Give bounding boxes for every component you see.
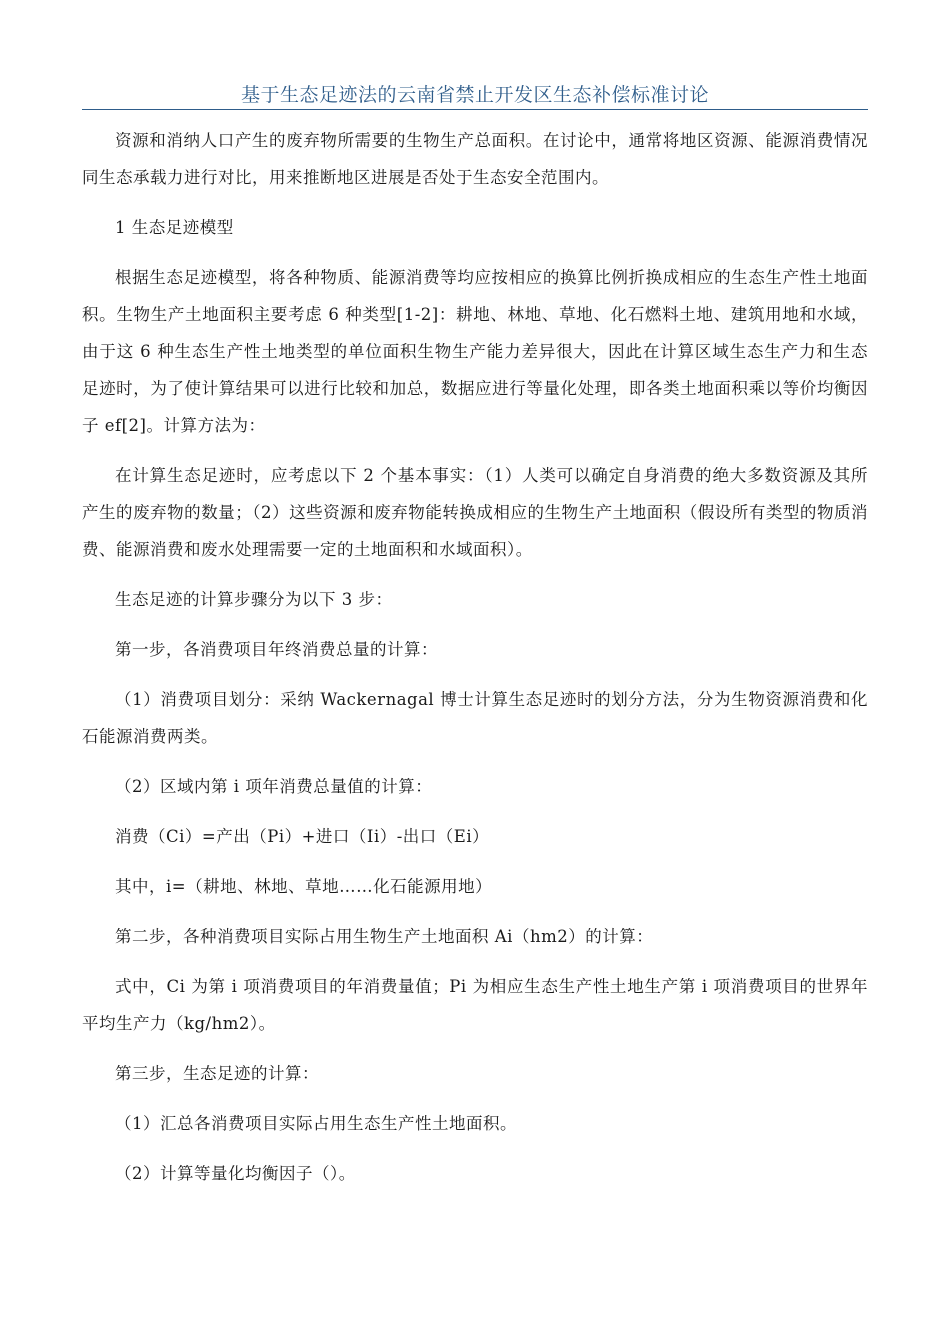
paragraph-basic-facts: 在计算生态足迹时，应考虑以下 2 个基本事实：（1）人类可以确定自身消费的绝大多数资源及其所产生的废弃物的数量；（2）这些资源和废弃物能转换成相应的生物生产土地面积（假设所有类型的物质消费、能源消费和废水处理需要一定的土地面积和水域面积）。	[82, 466, 868, 559]
running-header-title: 基于生态足迹法的云南省禁止开发区生态补偿标准讨论	[240, 84, 709, 106]
paragraph-steps-intro: 生态足迹的计算步骤分为以下 3 步：	[115, 590, 393, 609]
header-divider	[82, 109, 868, 110]
paragraph-model-description: 根据生态足迹模型，将各种物质、能源消费等均应按相应的换算比例折换成相应的生态生产性土地面积。生物生产土地面积主要考虑 6 种类型[1-2]：耕地、林地、草地、化石燃料土地、建筑用地和水域，由于这 6 种生态生产性土地类型的单位面积生物生产能力差异很大，因此在计算区域生态生产力和生态足迹时，为了使计算结果可以进行比较和加总，数据应进行等量化处理，即各类土地面积乘以等价均衡因子 ef[2]。计算方法为：	[82, 268, 868, 435]
paragraph-step-one: 第一步，各消费项目年终消费总量的计算：	[115, 640, 438, 659]
paragraph-formula-explanation: 式中，Ci 为第 i 项消费项目的年消费量值；Pi 为相应生态生产性土地生产第 i 项消费项目的世界年平均生产力（kg/hm2）。	[82, 977, 868, 1033]
paragraph-total-consumption: （2）区域内第 i 项年消费总量值的计算：	[115, 777, 433, 796]
paragraph-equivalence-factor: （2）计算等量化均衡因子（）。	[115, 1164, 356, 1183]
formula-consumption: 消费（Ci）=产出（Pi）+进口（Ii）-出口（Ei）	[115, 827, 490, 846]
paragraph-where-i: 其中，i=（耕地、林地、草地……化石能源用地）	[115, 877, 493, 896]
paragraph-intro-continued: 资源和消纳人口产生的废弃物所需要的生物生产总面积。在讨论中，通常将地区资源、能源消费情况同生态承载力进行对比，用来推断地区进展是否处于生态安全范围内。	[82, 131, 868, 187]
paragraph-item-division: （1）消费项目划分：采纳 Wackernagal 博士计算生态足迹时的划分方法，分为生物资源消费和化石能源消费两类。	[82, 690, 868, 746]
paragraph-step-two: 第二步，各种消费项目实际占用生物生产土地面积 Ai（hm2）的计算：	[115, 927, 654, 946]
document-body	[82, 122, 868, 1192]
paragraph-step-three: 第三步，生态足迹的计算：	[115, 1064, 319, 1083]
section-heading-model: 1 生态足迹模型	[115, 218, 234, 237]
paragraph-sum-areas: （1）汇总各消费项目实际占用生态生产性土地面积。	[115, 1114, 517, 1133]
